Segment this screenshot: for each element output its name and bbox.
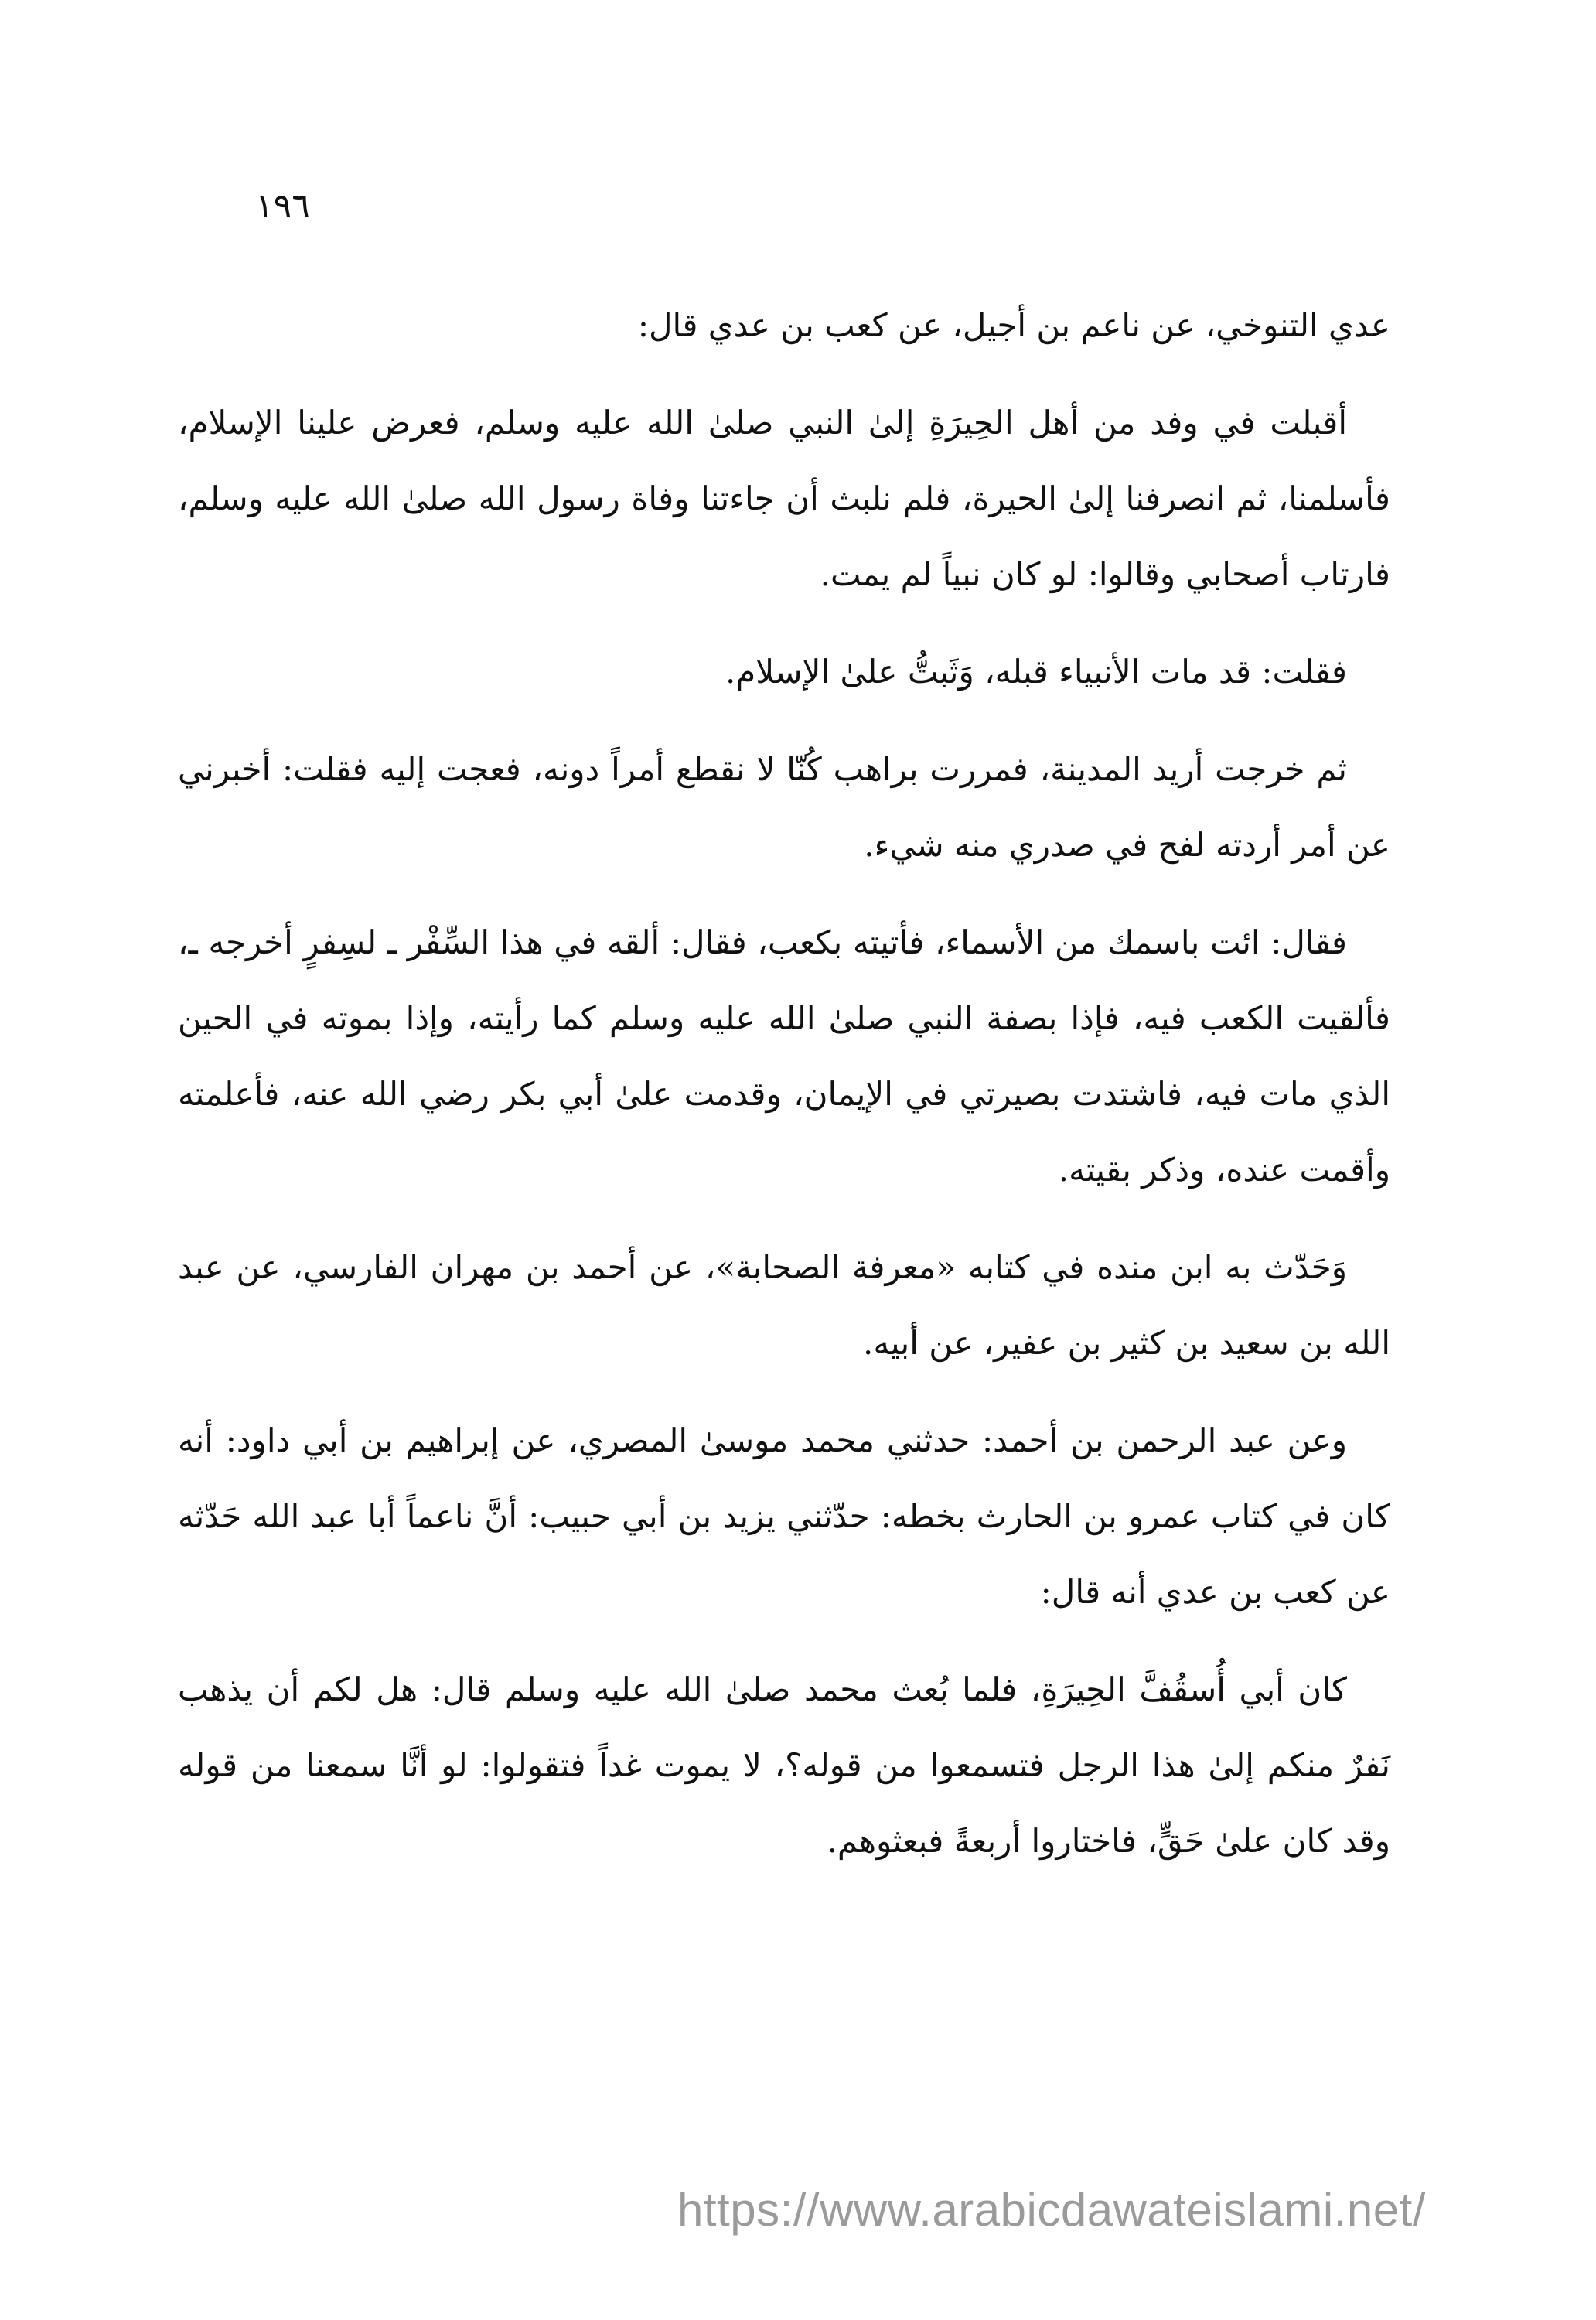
paragraph: وَحَدّث به ابن منده في كتابه «معرفة الصحابة»، عن أحمد بن مهران الفارسي، عن عبد الله بن سعيد بن كثير بن عفير، عن أبيه. [178, 1248, 1390, 1362]
paragraph: عدي التنوخي، عن ناعم بن أجيل، عن كعب بن عدي قال: [637, 306, 1390, 344]
paragraph: كان أبي أُسقُفَّ الحِيرَةِ، فلما بُعث محمد صلىٰ الله عليه وسلم قال: هل لكم أن يذهب نَفرٌ منكم إلىٰ هذا الرجل فتسمعوا من قوله؟، لا يموت غداً فتقولوا: لو أنَّا سمعنا من قوله وقد كان علىٰ حَقٍّ، فاختاروا أربعةً فبعثوهم. [178, 1670, 1390, 1860]
body-text [178, 288, 1390, 1901]
page-number: ١٩٦ [255, 186, 310, 226]
paragraph: وعن عبد الرحمن بن أحمد: حدثني محمد موسىٰ المصري، عن إبراهيم بن أبي داود: أنه كان في كتاب عمرو بن الحارث بخطه: حدّثني يزيد بن أبي حبيب: أنَّ ناعماً أبا عبد الله حَدّثه عن كعب بن عدي أنه قال: [178, 1421, 1390, 1611]
watermark-url: https://www.arabicdawateislami.net/ [677, 2184, 1426, 2236]
paragraph: أقبلت في وفد من أهل الحِيرَةِ إلىٰ النبي صلىٰ الله عليه وسلم، فعرض علينا الإسلام، فأسلمنا، ثم انصرفنا إلىٰ الحيرة، فلم نلبث أن جاءتنا وفاة رسول الله صلىٰ الله عليه وسلم، فارتاب أصحابي وقالوا: لو كان نبياً لم يمت. [178, 404, 1390, 593]
paragraph: فقلت: قد مات الأنبياء قبله، وَثَبتُّ علىٰ الإسلام. [725, 653, 1347, 691]
paragraph: فقال: ائت باسمك من الأسماء، فأتيته بكعب، فقال: ألقه في هذا السِّفْر ـ لسِفرٍ أخرجه ـ، فألقيت الكعب فيه، فإذا بصفة النبي صلىٰ الله عليه وسلم كما رأيته، وإذا بموته في الحين الذي مات فيه، فاشتدت بصيرتي في الإيمان، وقدمت علىٰ أبي بكر رضي الله عنه، فأعلمته وأقمت عنده، وذكر بقيته. [178, 923, 1390, 1189]
paragraph: ثم خرجت أريد المدينة، فمررت براهب كُنّا لا نقطع أمراً دونه، فعجت إليه فقلت: أخبرني عن أمر أردته لفح في صدري منه شيء. [178, 750, 1390, 864]
